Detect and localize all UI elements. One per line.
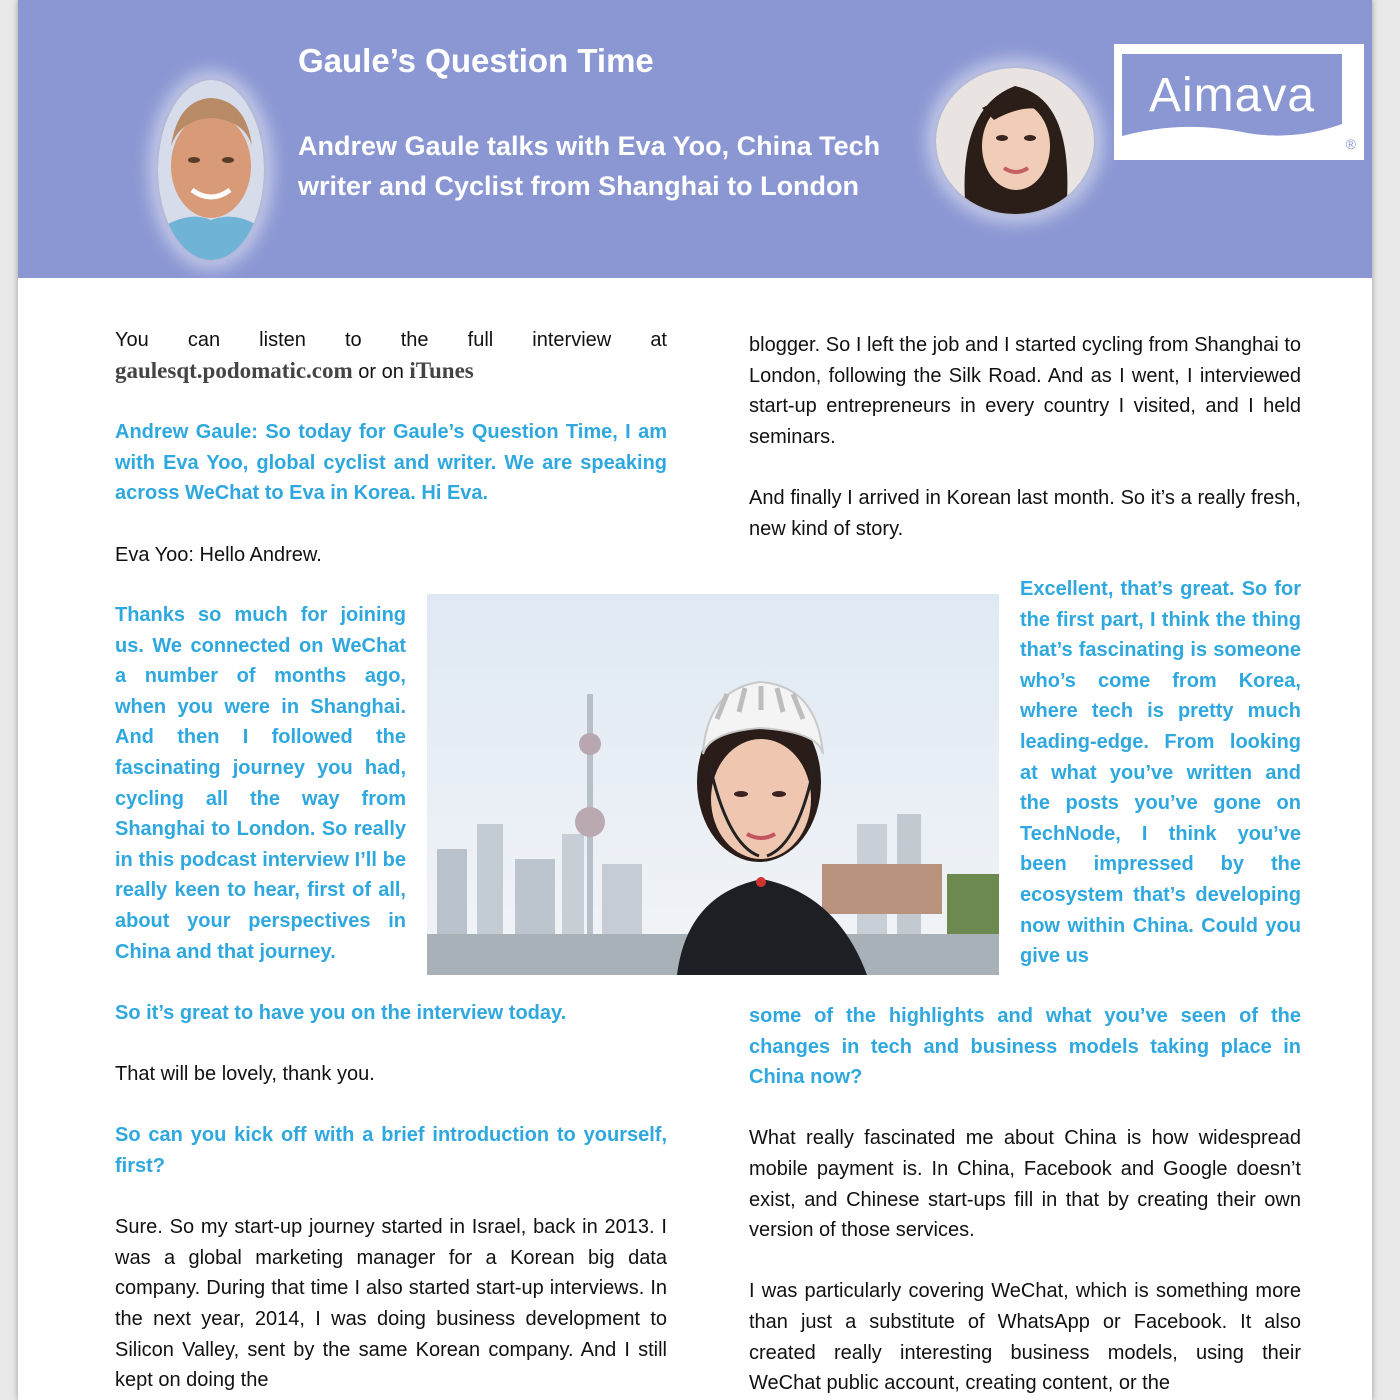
intro-line bbox=[115, 325, 667, 356]
andrew-gaule-portrait bbox=[158, 80, 264, 260]
logo-text: Aimava bbox=[1148, 69, 1316, 122]
paragraph-eva-2: That will be lovely, thank you. bbox=[115, 1063, 375, 1086]
intro-text: You can listen to the full interview at bbox=[115, 329, 667, 351]
intro-or-text: or on bbox=[358, 360, 404, 383]
eva-yoo-portrait bbox=[936, 68, 1094, 214]
right-column bbox=[749, 330, 1301, 575]
page-title: Gaule’s Question Time bbox=[298, 42, 654, 79]
paragraph-andrew-3: So can you kick off with a brief introduction to yourself, first? bbox=[115, 1124, 667, 1177]
itunes-link[interactable]: iTunes bbox=[409, 357, 474, 383]
registered-mark: ® bbox=[1345, 136, 1356, 152]
logo-panel bbox=[1122, 54, 1342, 150]
cyclist-photo bbox=[427, 594, 999, 975]
right-column-lower bbox=[749, 1001, 1301, 1400]
paragraph-andrew-1: Andrew Gaule: So today for Gaule’s Question Time, I am with Eva Yoo, global cyclist and writer. We are speaking across WeChat to Eva in Korea. Hi Eva. bbox=[115, 421, 667, 505]
document-page bbox=[18, 0, 1372, 1400]
page-subtitle: Andrew Gaule talks with Eva Yoo, China Tech writer and Cyclist from Shanghai to London bbox=[298, 131, 881, 201]
paragraph-andrew-2-wrap: Thanks so much for joining us. We connected on WeChat a number of months ago, when you were in Shanghai. And then I followed the fascinating journey you had, cycling all the way from Shanghai to London. So really in this podcast interview I’ll be really keen to hear, first of all, about your perspectives in China and that journey. bbox=[115, 604, 406, 963]
paragraph-eva-6: What really fascinated me about China is how widespread mobile payment is. In China, Facebook and Google doesn’t exist, and Chinese start-ups fill in that by creating their own version of those services. bbox=[749, 1127, 1301, 1242]
paragraph-andrew-4-end: some of the highlights and what you’ve seen of the changes in tech and business models taking place in China now? bbox=[749, 1005, 1301, 1089]
left-column bbox=[115, 325, 667, 601]
left-column-lower bbox=[115, 998, 667, 1400]
aimava-logo bbox=[1114, 44, 1364, 160]
paragraph-eva-4: blogger. So I left the job and I started cycling from Shanghai to London, following the Silk Road. And as I went, I interviewed start-up entrepreneurs in every country I visited, and I held seminars. bbox=[749, 334, 1301, 448]
paragraph-eva-3: Sure. So my start-up journey started in Israel, back in 2013. I was a global marketing manager for a Korean big data company. During that time I also started start-up interviews. In the next year, 2014, I was doing business development to Silicon Valley, sent by the same Korean company. And I still kept on doing the bbox=[115, 1216, 667, 1392]
paragraph-eva-5: And finally I arrived in Korean last month. So it’s a really fresh, new kind of story. bbox=[749, 486, 1301, 540]
intro-links bbox=[115, 356, 667, 387]
paragraph-eva-7: I was particularly covering WeChat, which is something more than just a substitute of WhatsApp or Facebook. It also created really interesting business models, using their WeChat public account, creating content, or the bbox=[749, 1280, 1301, 1395]
logo-wave-icon bbox=[1122, 114, 1342, 150]
podomatic-link[interactable]: gaulesqt.podomatic.com bbox=[115, 357, 353, 383]
paragraph-andrew-4-wrap: Excellent, that’s great. So for the first part, I think the thing that’s fascinating is someone who’s come from Korea, where tech is pretty much leading-edge. From looking at what you’ve written and the posts you’ve gone on TechNode, I think you’ve been impressed by the ecosystem that’s developing now within China. Could you give us bbox=[1020, 578, 1301, 968]
header-banner bbox=[18, 0, 1372, 278]
paragraph-andrew-2-end: So it’s great to have you on the interview today. bbox=[115, 1002, 567, 1024]
paragraph-eva-1: Eva Yoo: Hello Andrew. bbox=[115, 543, 322, 566]
